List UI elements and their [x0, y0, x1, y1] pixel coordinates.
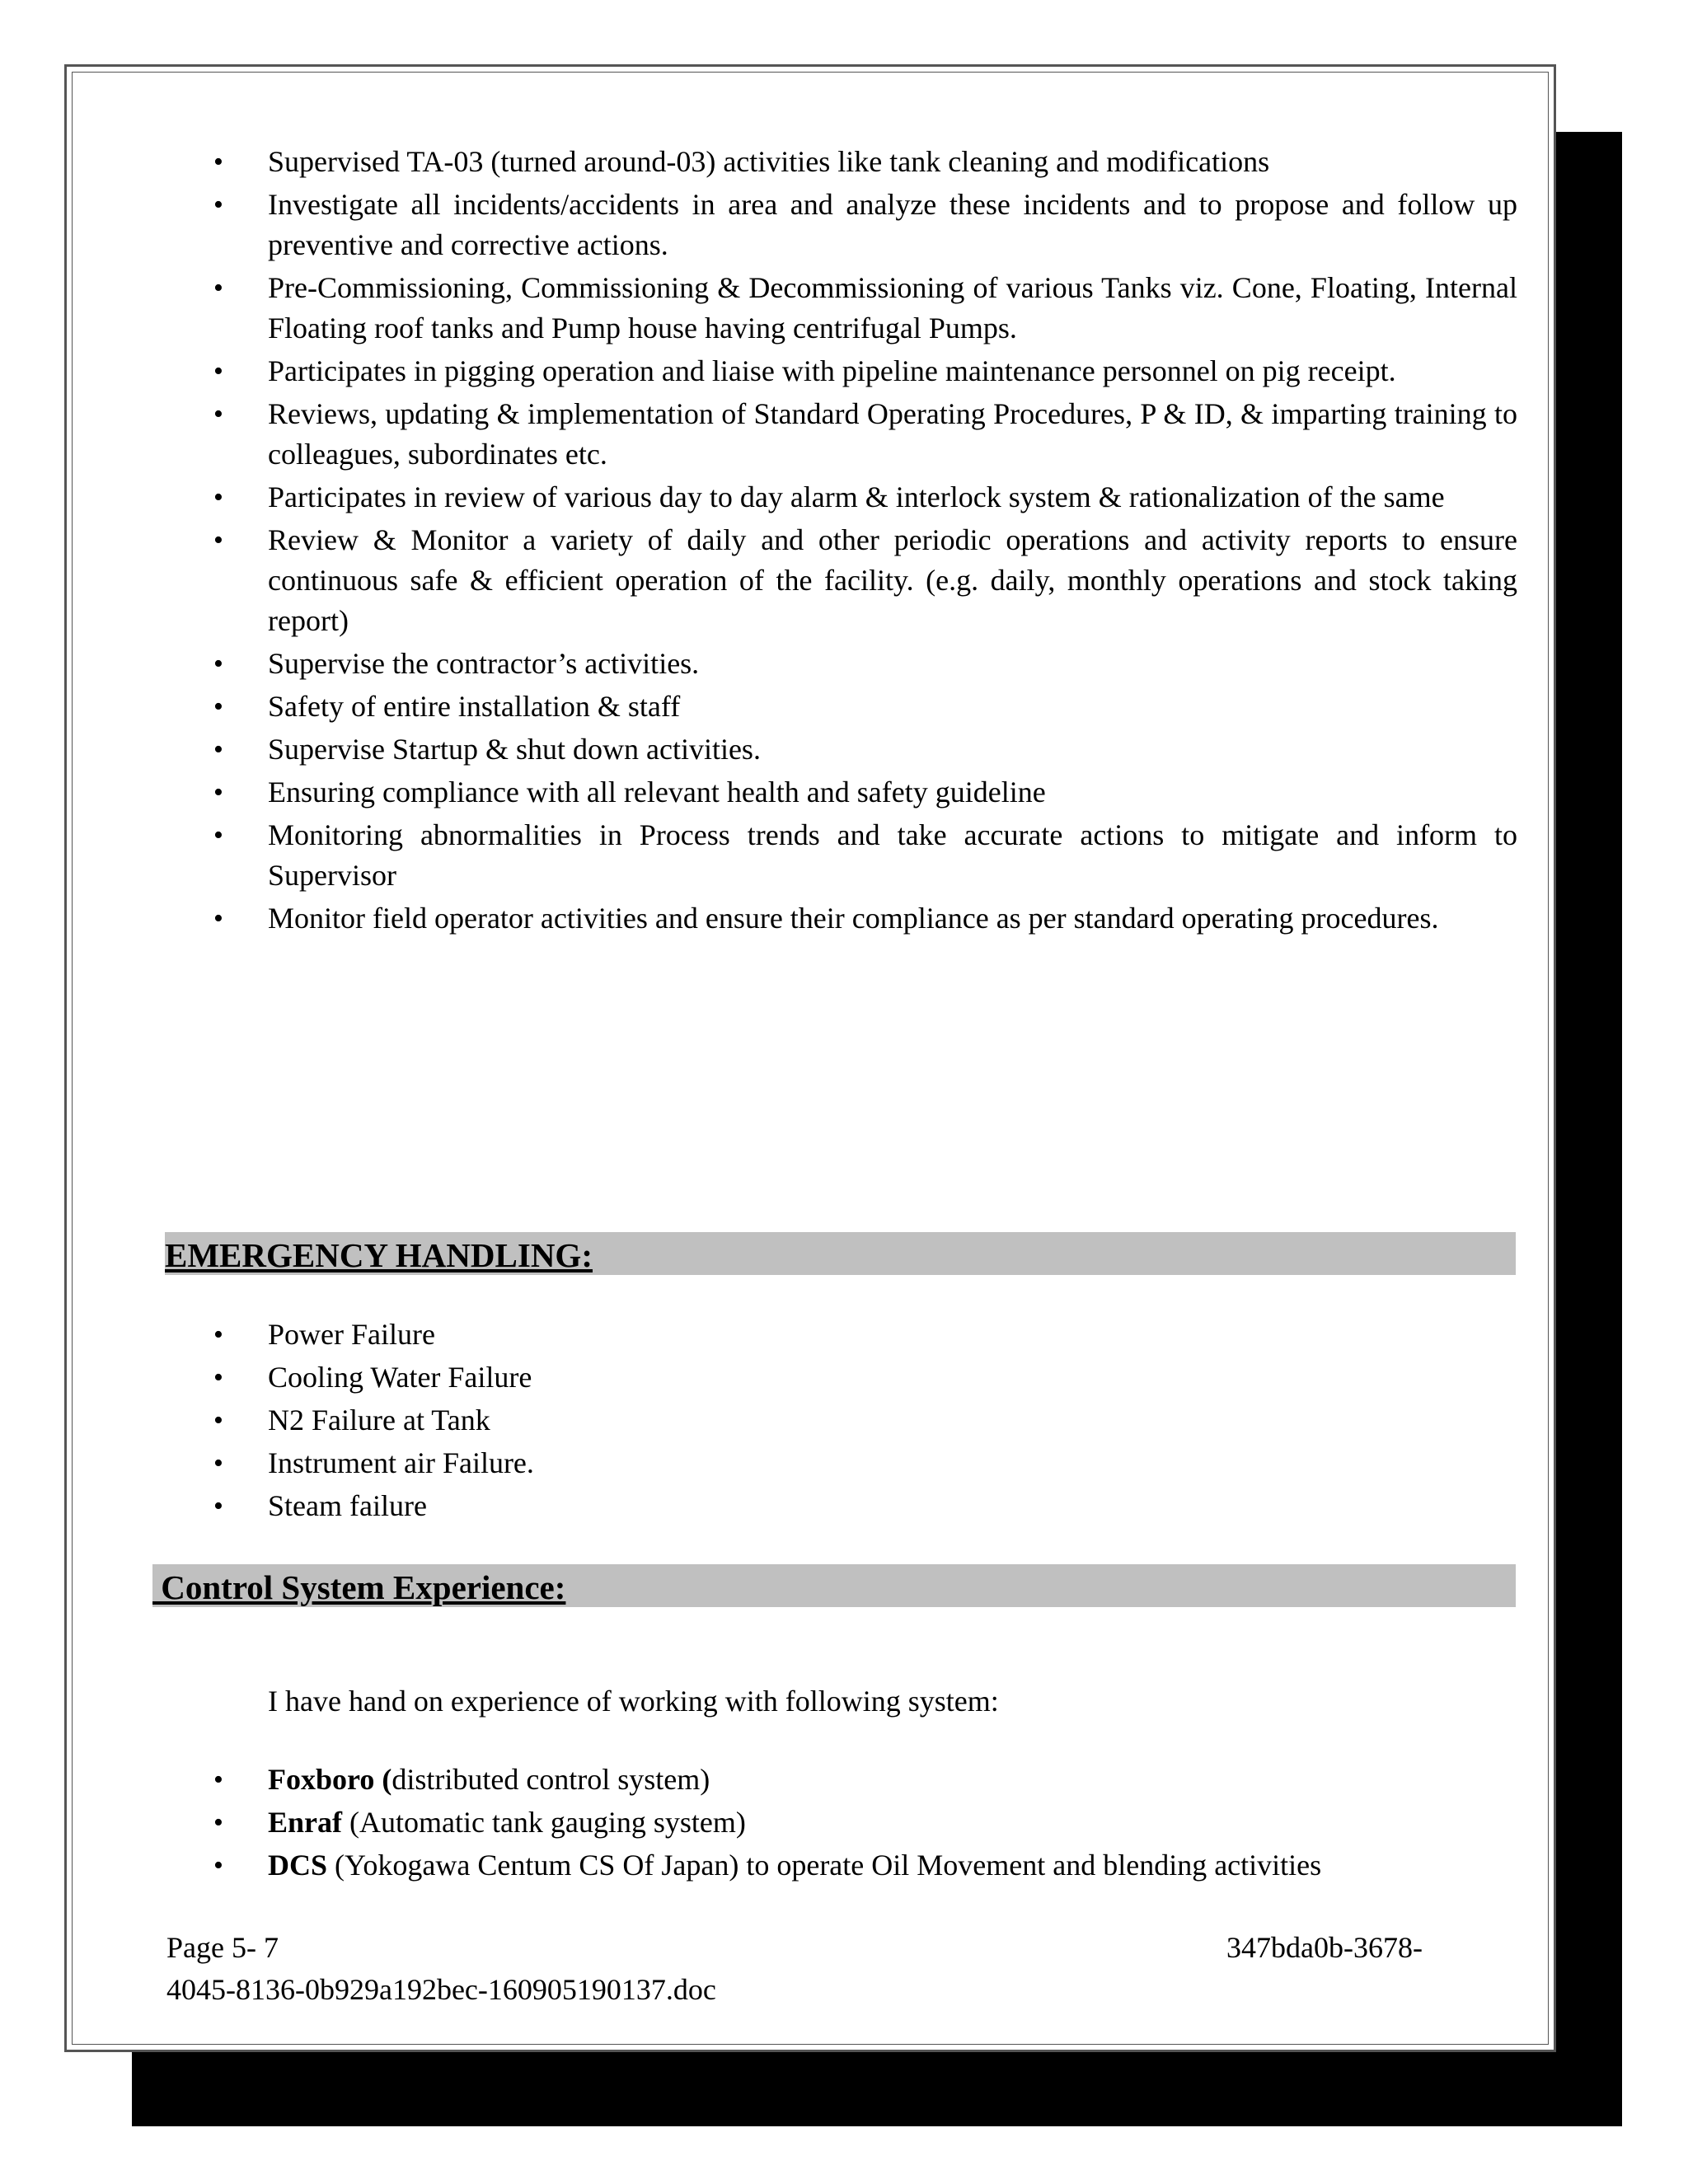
bullet-icon: •: [213, 691, 223, 722]
doc-id-line-1: 347bda0b-3678-: [1226, 1931, 1423, 1964]
bullet-icon: •: [213, 820, 223, 851]
control-intro-text: I have hand on experience of working with following system:: [268, 1685, 999, 1718]
list-item: • Review & Monitor a variety of daily and other periodic operations and activity reports to ensure continuous safe & efficient operation of the facility. (e.g. daily, monthly operations and stock taking report): [204, 520, 1517, 641]
list-item: • Enraf (Automatic tank gauging system): [204, 1802, 1517, 1843]
bullet-icon: •: [213, 1765, 223, 1795]
system-name: Enraf: [268, 1806, 342, 1839]
list-item: • N2 Failure at Tank: [204, 1400, 1517, 1441]
list-item: • Safety of entire installation & staff: [204, 687, 1517, 727]
system-name: DCS: [268, 1849, 328, 1882]
bullet-icon: •: [213, 1850, 223, 1881]
list-item: • Supervised TA-03 (turned around-03) activities like tank cleaning and modifications: [204, 142, 1517, 182]
bullet-icon: •: [213, 273, 223, 303]
bullet-icon: •: [213, 525, 223, 555]
emergency-handling-heading: EMERGENCY HANDLING:: [165, 1232, 1516, 1275]
list-item: • DCS (Yokogawa Centum CS Of Japan) to operate Oil Movement and blending activities: [204, 1845, 1517, 1886]
list-item: • Supervise the contractor’s activities.: [204, 644, 1517, 684]
bullet-icon: •: [213, 777, 223, 808]
system-name: Foxboro (: [268, 1763, 392, 1796]
control-system-heading: Control System Experience:: [152, 1564, 1516, 1607]
bullet-icon: •: [213, 399, 223, 429]
list-item: • Monitor field operator activities and ensure their compliance as per standard operating procedures.: [204, 898, 1517, 939]
bullet-icon: •: [213, 903, 223, 934]
list-item: • Investigate all incidents/accidents in area and analyze these incidents and to propose and follow up preventive and corrective actions.: [204, 185, 1517, 265]
list-item: • Power Failure: [204, 1315, 1517, 1355]
list-item: • Participates in pigging operation and liaise with pipeline maintenance personnel on pig receipt.: [204, 351, 1517, 391]
bullet-icon: •: [213, 649, 223, 679]
control-system-list: [204, 1760, 1517, 1888]
page-number: Page 5- 7: [166, 1931, 279, 1964]
bullet-icon: •: [213, 147, 223, 177]
bullet-icon: •: [213, 190, 223, 220]
list-item: • Cooling Water Failure: [204, 1357, 1517, 1398]
bullet-icon: •: [213, 482, 223, 513]
list-item: • Ensuring compliance with all relevant health and safety guideline: [204, 772, 1517, 813]
list-item: • Reviews, updating & implementation of Standard Operating Procedures, P & ID, & imparting training to colleagues, subordinates etc.: [204, 394, 1517, 475]
bullet-icon: •: [213, 356, 223, 387]
bullet-icon: •: [213, 734, 223, 765]
bullet-icon: •: [213, 1319, 223, 1350]
list-item: • Instrument air Failure.: [204, 1443, 1517, 1483]
list-item: • Monitoring abnormalities in Process trends and take accurate actions to mitigate and inform to Supervisor: [204, 815, 1517, 896]
emergency-list: [204, 1315, 1517, 1529]
doc-id-line-2: 4045-8136-0b929a192bec-160905190137.doc: [166, 1973, 716, 2006]
list-item: • Supervise Startup & shut down activities.: [204, 729, 1517, 770]
bullet-icon: •: [213, 1448, 223, 1479]
list-item: • Pre-Commissioning, Commissioning & Decommissioning of various Tanks viz. Cone, Floating, Internal Floating roof tanks and Pump house having centrifugal Pumps.: [204, 268, 1517, 349]
list-item: • Steam failure: [204, 1486, 1517, 1526]
duties-list: [204, 142, 1517, 941]
list-item: • Participates in review of various day to day alarm & interlock system & rationalization of the same: [204, 477, 1517, 518]
bullet-icon: •: [213, 1405, 223, 1436]
bullet-icon: •: [213, 1362, 223, 1393]
bullet-icon: •: [213, 1491, 223, 1521]
bullet-icon: •: [213, 1807, 223, 1838]
list-item: • Foxboro (distributed control system): [204, 1760, 1517, 1800]
